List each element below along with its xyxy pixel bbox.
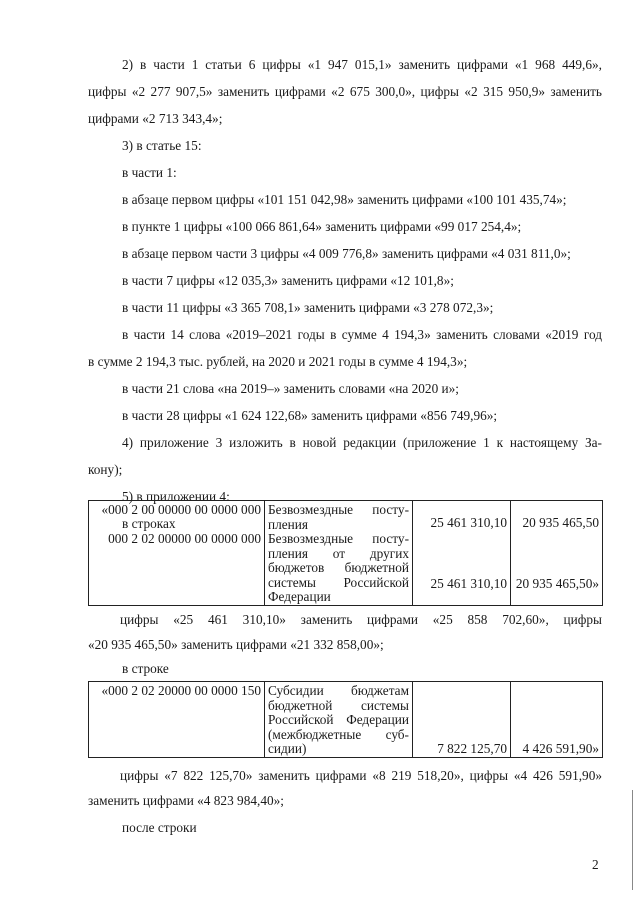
budget-code: «000 2 00 00000 00 0000 000 — [101, 502, 261, 517]
budget-value: 4 426 591,90» — [522, 741, 599, 756]
after-row-label: после строки — [122, 820, 197, 835]
scan-edge-mark — [632, 790, 633, 890]
article-15-part-1-item-1: в пункте 1 цифры «100 066 861,64» заменить цифрами «99 017 254,4»; — [122, 219, 522, 234]
amendment-annex-3: 4) приложение 3 изложить в новой редакции (приложение 1 к настоящему За- — [122, 435, 602, 450]
table-row — [89, 605, 603, 606]
article-15-part-11: в части 11 цифры «3 365 708,1» заменить цифрами «3 278 072,3»; — [122, 300, 494, 315]
in-row-label: в строке — [122, 661, 169, 676]
article-15-part-7: в части 7 цифры «12 035,3» заменить цифрами «12 101,8»; — [122, 273, 454, 288]
amendment-annex-4: 5) в приложении 4: — [122, 489, 230, 504]
table-cell-value-2 — [511, 501, 603, 605]
article-15-part-3: в абзаце первом части 3 цифры «4 009 776,8» заменить цифрами «4 031 811,0»; — [122, 246, 571, 261]
amendment-article-6-end: цифрами «2 713 343,4»; — [88, 111, 223, 126]
budget-item-name: Безвозмездные посту- пления от других бюджетов бюджетной системы Российской Федерации — [268, 531, 409, 604]
budget-table-subsidies — [88, 681, 603, 758]
table-cell-value-1 — [413, 501, 511, 605]
in-rows-label: в строках — [122, 516, 176, 531]
budget-value: 20 935 465,50 — [522, 515, 599, 530]
article-15-part-21: в части 21 слова «на 2019–» заменить словами «на 2020 и»; — [122, 381, 459, 396]
table-cell-value-2 — [511, 682, 603, 758]
budget-table-revenues — [88, 500, 603, 606]
budget-value: 7 822 125,70 — [437, 741, 507, 756]
table-cell-code — [89, 682, 265, 758]
page-number: 2 — [592, 857, 599, 872]
budget-code: 000 2 02 00000 00 0000 000 — [108, 530, 261, 546]
budget-item-name: Субсидии бюджетам бюджетной системы Российской Федерации (межбюджетные суб- сидии) — [268, 683, 409, 756]
table1-replacement-text-cont: «20 935 465,50» заменить цифрами «21 332 858,00»; — [88, 637, 384, 652]
amendment-article-6: 2) в части 1 статьи 6 цифры «1 947 015,1» заменить цифрами «1 968 449,6», — [122, 57, 602, 72]
table-cell-value-1 — [413, 682, 511, 758]
article-15-part-1: в части 1: — [122, 165, 177, 180]
article-15-part-14-cont: в сумме 2 194,3 тыс. рублей, на 2020 и 2021 годы в сумме 4 194,3»; — [88, 354, 468, 369]
budget-code: «000 2 02 20000 00 0000 150 — [101, 683, 261, 698]
table-cell-name — [265, 501, 413, 605]
table-row — [89, 501, 603, 605]
table-cell-code — [89, 501, 265, 605]
table-cell-name — [265, 682, 413, 758]
budget-item-name: Безвозмездные посту- пления — [268, 502, 409, 532]
table1-replacement-text: цифры «25 461 310,10» заменить цифрами «25 858 702,60», цифры — [120, 612, 602, 627]
article-15-part-1-para-1: в абзаце первом цифры «101 151 042,98» заменить цифрами «100 101 435,74»; — [122, 192, 567, 207]
table-row — [89, 682, 603, 758]
amendment-article-15: 3) в статье 15: — [122, 138, 202, 153]
article-15-part-28: в части 28 цифры «1 624 122,68» заменить цифрами «856 749,96»; — [122, 408, 498, 423]
budget-value: 20 935 465,50» — [515, 575, 599, 591]
budget-value: 25 461 310,10 — [430, 575, 507, 591]
amendment-annex-3-cont: кону); — [88, 462, 123, 477]
article-15-part-14: в части 14 слова «2019–2021 годы в сумме 4 194,3» заменить словами «2019 год — [122, 327, 602, 342]
budget-value: 25 461 310,10 — [430, 515, 507, 530]
table2-replacement-text: цифры «7 822 125,70» заменить цифрами «8 219 518,20», цифры «4 426 591,90» — [120, 768, 602, 783]
amendment-article-6-cont: цифры «2 277 907,5» заменить цифрами «2 675 300,0», цифры «2 315 950,9» заменить — [88, 84, 602, 99]
table2-replacement-text-cont: заменить цифрами «4 823 984,40»; — [88, 793, 284, 808]
